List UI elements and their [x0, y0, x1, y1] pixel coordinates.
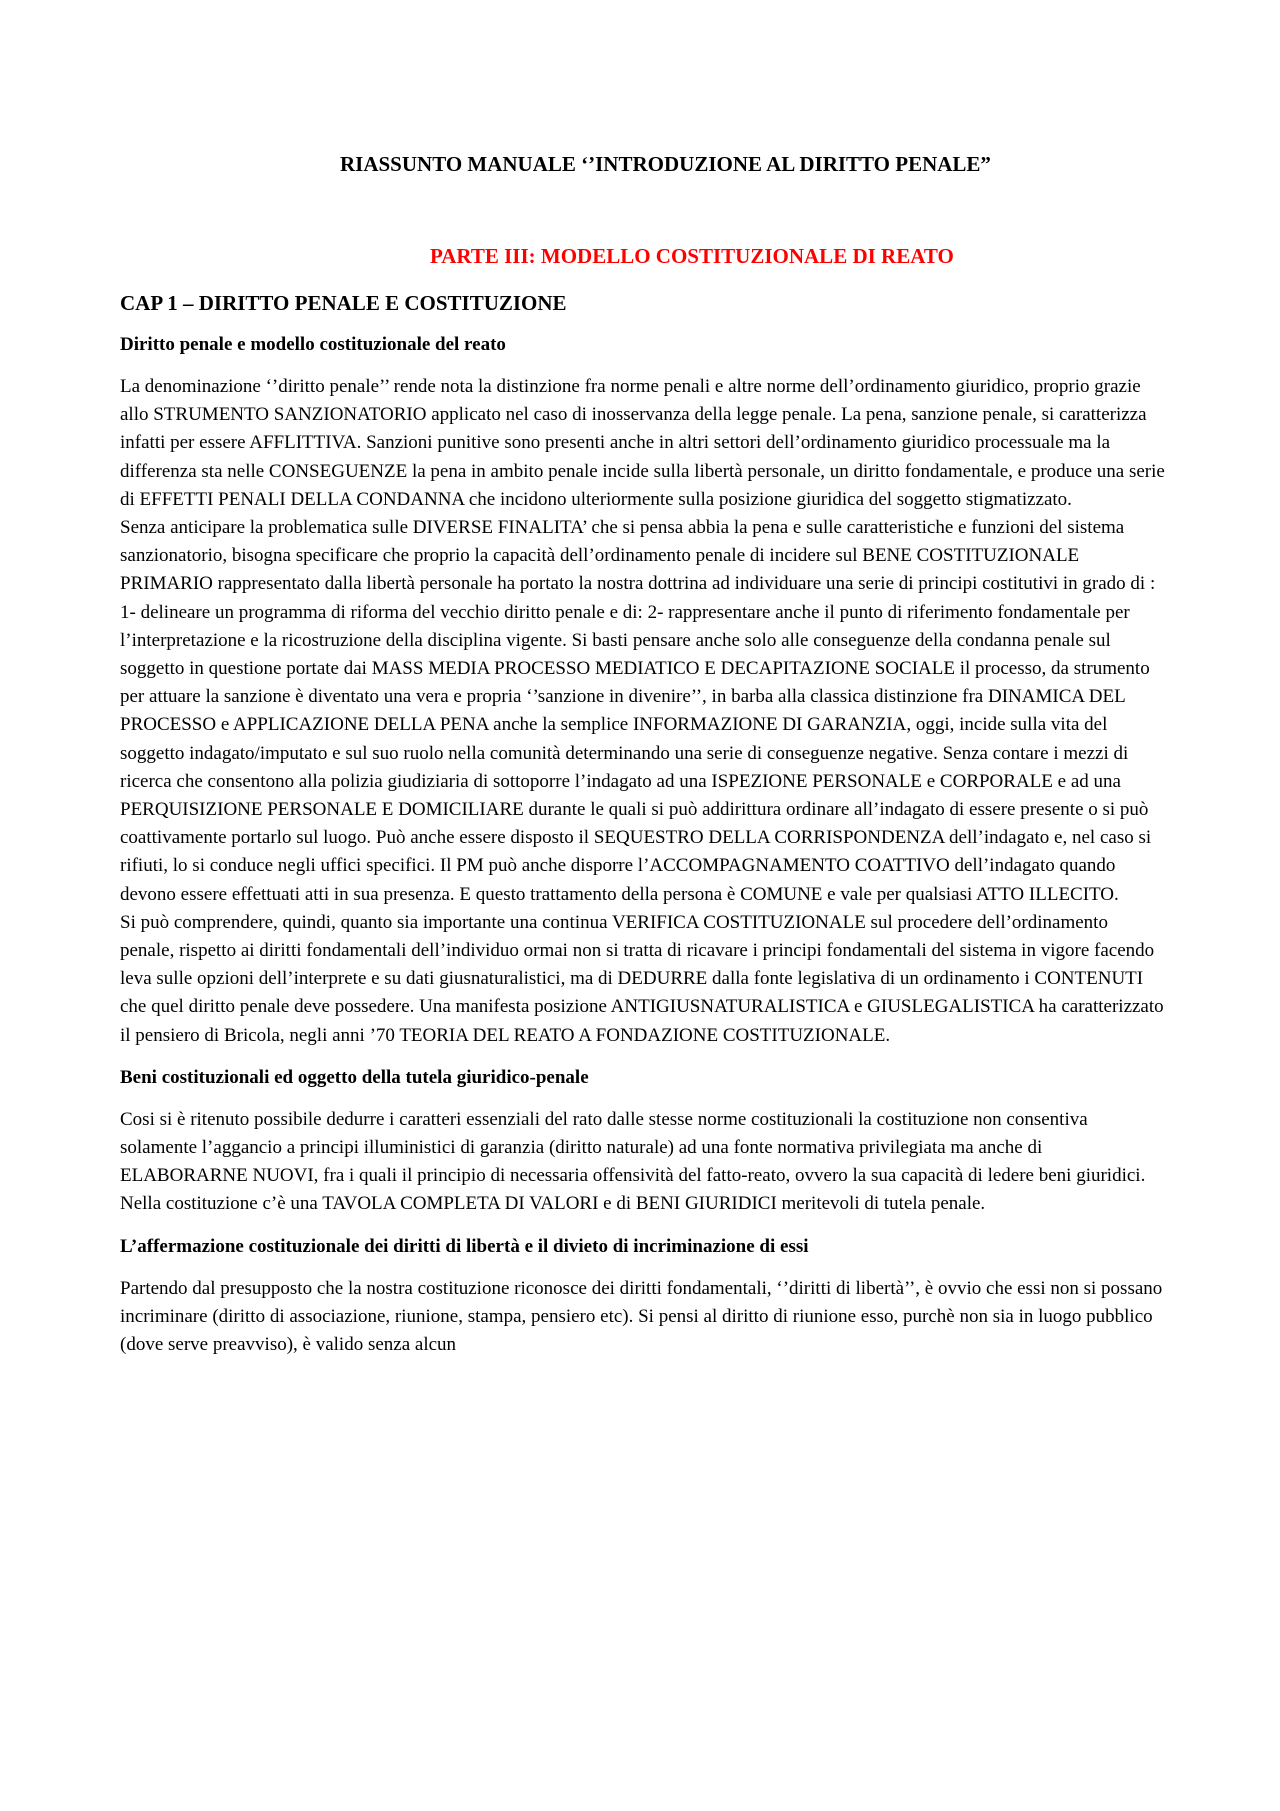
section-1-paragraph: La denominazione ‘’diritto penale’’ rende nota la distinzione fra norme penali e altre norme dell’ordinamento giuridico, proprio grazie allo STRUMENTO SANZIONATORIO applicato nel caso di inosservanza della legge penale. La pena, sanzione penale, si caratterizza infatti per essere AFFLITTIVA. Sanzioni punitive sono presenti anche in altri settori dell’ordinamento giuridico processuale ma la differenza sta nelle CONSEGUENZE la pena in ambito penale incide sulla libertà personale, un diritto fondamentale, e produce una serie di EFFETTI PENALI DELLA CONDANNA che incidono ulteriormente sulla posizione giuridica del soggetto stigmatizzato. Senza anticipare la problematica sulle DIVERSE FINALITA’ che si pensa abbia la pena e sulle caratteristiche e funzioni del sistema sanzionatorio, bisogna specificare che proprio la capacità dell’ordinamento penale di incidere sul BENE COSTITUZIONALE PRIMARIO rappresentato dalla libertà personale ha portato la nostra dottrina ad individuare una serie di principi costitutivi in grado di : 1- delineare un programma di riforma del vecchio diritto penale e di: 2- rappresentare anche il punto di riferimento fondamentale per l’interpretazione e la ricostruzione della disciplina vigente. Si basti pensare anche solo alle conseguenze della condanna penale sul soggetto in questione portate dai MASS MEDIA PROCESSO MEDIATICO E DECAPITAZIONE SOCIALE il processo, da strumento per attuare la sanzione è diventato una vera e propria ‘’sanzione in divenire’’, in barba alla classica distinzione fra DINAMICA DEL PROCESSO e APPLICAZIONE DELLA PENA anche la semplice INFORMAZIONE DI GARANZIA, oggi, incide sulla vita del soggetto indagato/imputato e sul suo ruolo nella comunità determinando una serie di conseguenze negative. Senza contare i mezzi di ricerca che consentono alla polizia giudiziaria di sottoporre l’indagato ad una ISPEZIONE PERSONALE e CORPORALE e ad una PERQUISIZIONE PERSONALE E DOMICILIARE durante le quali si può addirittura ordinare all’indagato di essere presente o si può coattivamente portarlo sul luogo. Può anche essere disposto il SEQUESTRO DELLA CORRISPONDENZA dell’indagato e, nel caso si rifiuti, lo si conduce negli uffici specifici. Il PM può anche disporre l’ACCOMPAGNAMENTO COATTIVO dell’indagato quando devono essere effettuati atti in sua presenza. E questo trattamento della persona è COMUNE e vale per qualsiasi ATTO ILLECITO. Si può comprendere, quindi, quanto sia importante una continua VERIFICA COSTITUZIONALE sul procedere dell’ordinamento penale, rispetto ai diritti fondamentali dell’individuo ormai non si tratta di ricavare i principi fondamentali del sistema in vigore facendo leva sulle opzioni dell’interprete e su dati giusnaturalistici, ma di DEDURRE dalla fonte legislativa di un ordinamento i CONTENUTI che quel diritto penale deve possedere. Una manifesta posizione ANTIGIUSNATURALISTICA e GIUSLEGALISTICA ha caratterizzato il pensiero di Bricola, negli anni ’70 TEORIA DEL REATO A FONDAZIONE COSTITUZIONALE. [120, 376, 1165, 1046]
document-body [120, 289, 1165, 1359]
section-heading-2: Beni costituzionali ed oggetto della tutela giuridico-penale [120, 1066, 589, 1088]
section-3-paragraph: Partendo dal presupposto che la nostra costituzione riconosce dei diritti fondamentali, ‘’diritti di libertà’’, è ovvio che essi non si possano incriminare (diritto di associazione, riunione, stampa, pensiero etc). Si pensi al diritto di riunione esso, purchè non sia in luogo pubblico (dove serve preavviso), è valido senza alcun [120, 1277, 1163, 1356]
part-title: PARTE III: MODELLO COSTITUZIONALE DI REATO [430, 244, 954, 268]
section-2-paragraph: Cosi si è ritenuto possibile dedurre i caratteri essenziali del rato dalle stesse norme costituzionali la costituzione non consentiva solamente l’aggancio a principi illuministici di garanzia (diritto naturale) ad una fonte normativa privilegiata ma anche di ELABORARNE NUOVI, fra i quali il principio di necessaria offensività del fatto-reato, ovvero la sua capacità di ledere beni giuridici. Nella costituzione c’è una TAVOLA COMPLETA DI VALORI e di BENI GIURIDICI meritevoli di tutela penale. [120, 1108, 1146, 1215]
section-heading-3: L’affermazione costituzionale dei diritti di libertà e il divieto di incriminazione di essi [120, 1235, 809, 1257]
section-heading-1: Diritto penale e modello costituzionale del reato [120, 334, 506, 355]
document-title: RIASSUNTO MANUALE ‘’INTRODUZIONE AL DIRITTO PENALE” [340, 152, 991, 176]
chapter-heading: CAP 1 – DIRITTO PENALE E COSTITUZIONE [120, 291, 567, 315]
